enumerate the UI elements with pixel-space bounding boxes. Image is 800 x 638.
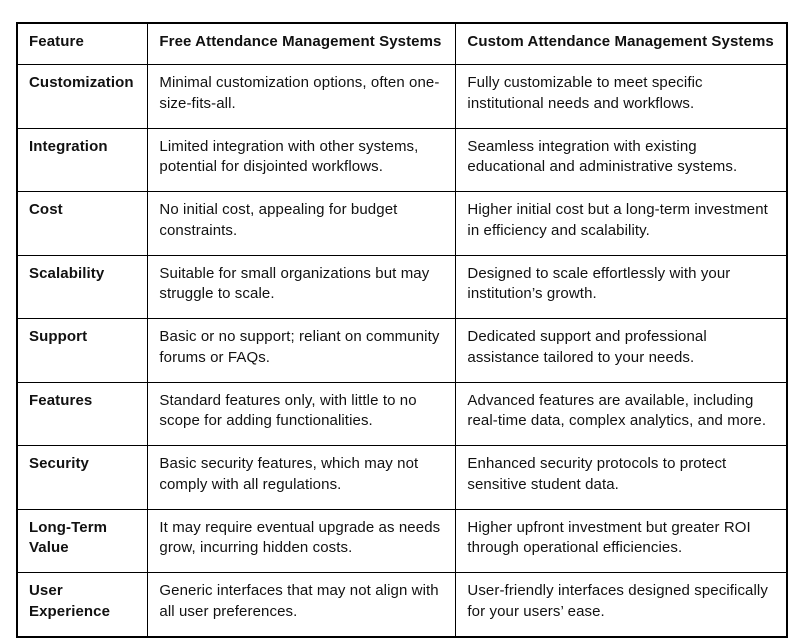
free-systems-cell: Basic security features, which may not comply with all regulations. [148,446,456,510]
custom-systems-cell: Fully customizable to meet specific institutional needs and workflows. [456,65,787,129]
custom-systems-cell: Advanced features are available, including real-time data, complex analytics, and more. [456,382,787,446]
feature-name: User Experience [17,573,148,637]
custom-systems-cell: Higher initial cost but a long-term investment in efficiency and scalability. [456,192,787,256]
feature-name: Integration [17,128,148,192]
feature-name: Support [17,319,148,383]
free-systems-cell: Generic interfaces that may not align with all user preferences. [148,573,456,637]
free-systems-cell: No initial cost, appealing for budget constraints. [148,192,456,256]
free-systems-cell: Basic or no support; reliant on community forums or FAQs. [148,319,456,383]
free-systems-cell: It may require eventual upgrade as needs grow, incurring hidden costs. [148,509,456,573]
comparison-table [16,22,788,638]
custom-systems-cell: User-friendly interfaces designed specifically for your users’ ease. [456,573,787,637]
table-header [17,23,787,65]
table-row [17,509,787,573]
feature-name: Customization [17,65,148,129]
header-custom-systems: Custom Attendance Management Systems [456,23,787,65]
table-row [17,255,787,319]
custom-systems-cell: Enhanced security protocols to protect sensitive student data. [456,446,787,510]
free-systems-cell: Minimal customization options, often one-size-fits-all. [148,65,456,129]
custom-systems-cell: Higher upfront investment but greater ROI through operational efficiencies. [456,509,787,573]
custom-systems-cell: Dedicated support and professional assistance tailored to your needs. [456,319,787,383]
table-row [17,446,787,510]
free-systems-cell: Limited integration with other systems, potential for disjointed workflows. [148,128,456,192]
header-free-systems: Free Attendance Management Systems [148,23,456,65]
feature-name: Cost [17,192,148,256]
table-row [17,573,787,637]
feature-name: Security [17,446,148,510]
table-row [17,192,787,256]
custom-systems-cell: Seamless integration with existing educational and administrative systems. [456,128,787,192]
custom-systems-cell: Designed to scale effortlessly with your institution’s growth. [456,255,787,319]
free-systems-cell: Standard features only, with little to no scope for adding functionalities. [148,382,456,446]
feature-name: Scalability [17,255,148,319]
table-row [17,382,787,446]
table-row [17,65,787,129]
table-row [17,128,787,192]
feature-name: Features [17,382,148,446]
table-row [17,319,787,383]
header-row [17,23,787,65]
header-feature: Feature [17,23,148,65]
feature-name: Long-Term Value [17,509,148,573]
table-body [17,65,787,637]
free-systems-cell: Suitable for small organizations but may struggle to scale. [148,255,456,319]
